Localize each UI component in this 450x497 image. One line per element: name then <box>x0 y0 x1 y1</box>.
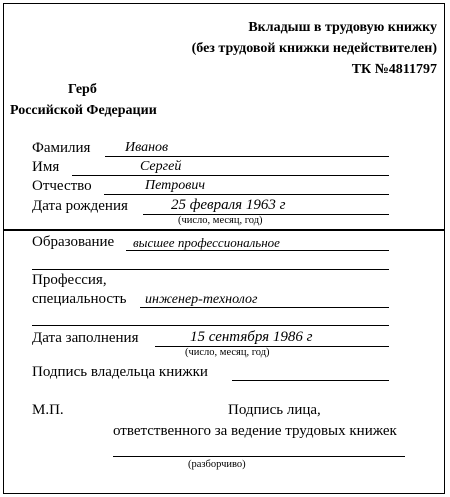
name-value: Сергей <box>140 159 182 174</box>
responsible-signature-line <box>113 456 405 457</box>
surname-value: Иванов <box>125 140 169 155</box>
stamp-label: М.П. <box>32 402 64 418</box>
header-subtitle: (без трудовой книжки недействителен) <box>191 41 437 56</box>
surname-line <box>105 156 389 157</box>
name-line <box>72 175 389 176</box>
profession-label-2: специальность <box>32 291 127 307</box>
legible-hint: (разборчиво) <box>188 459 246 470</box>
education-value: высшее профессиональное <box>133 235 280 250</box>
fill-date-label: Дата заполнения <box>32 330 139 346</box>
header-title: Вкладыш в трудовую книжку <box>248 20 437 35</box>
patronymic-label: Отчество <box>32 178 92 194</box>
profession-value: инженер-технолог <box>145 292 258 307</box>
profession-line-2 <box>32 325 389 326</box>
responsible-label-1: Подпись лица, <box>228 402 321 418</box>
birth-date-value: 25 февраля 1963 г <box>171 197 286 213</box>
birth-date-label: Дата рождения <box>32 198 128 214</box>
profession-label-1: Профессия, <box>32 272 107 288</box>
patronymic-value: Петрович <box>145 178 206 193</box>
header-number: ТК №4811797 <box>351 62 437 77</box>
fill-date-value: 15 сентября 1986 г <box>190 329 313 345</box>
education-line-2 <box>32 269 389 270</box>
owner-signature-line <box>232 380 389 381</box>
emblem-caption-1: Герб <box>68 82 97 97</box>
owner-signature-label: Подпись владельца книжки <box>32 364 208 380</box>
education-label: Образование <box>32 234 115 250</box>
birth-date-hint: (число, месяц, год) <box>178 215 263 226</box>
name-label: Имя <box>32 159 60 175</box>
patronymic-line <box>104 194 389 195</box>
surname-label: Фамилия <box>32 140 91 156</box>
emblem-caption-2: Российской Федерации <box>10 103 157 118</box>
fill-date-hint: (число, месяц, год) <box>185 347 270 358</box>
responsible-label-2: ответственного за ведение трудовых книжек <box>113 423 397 439</box>
